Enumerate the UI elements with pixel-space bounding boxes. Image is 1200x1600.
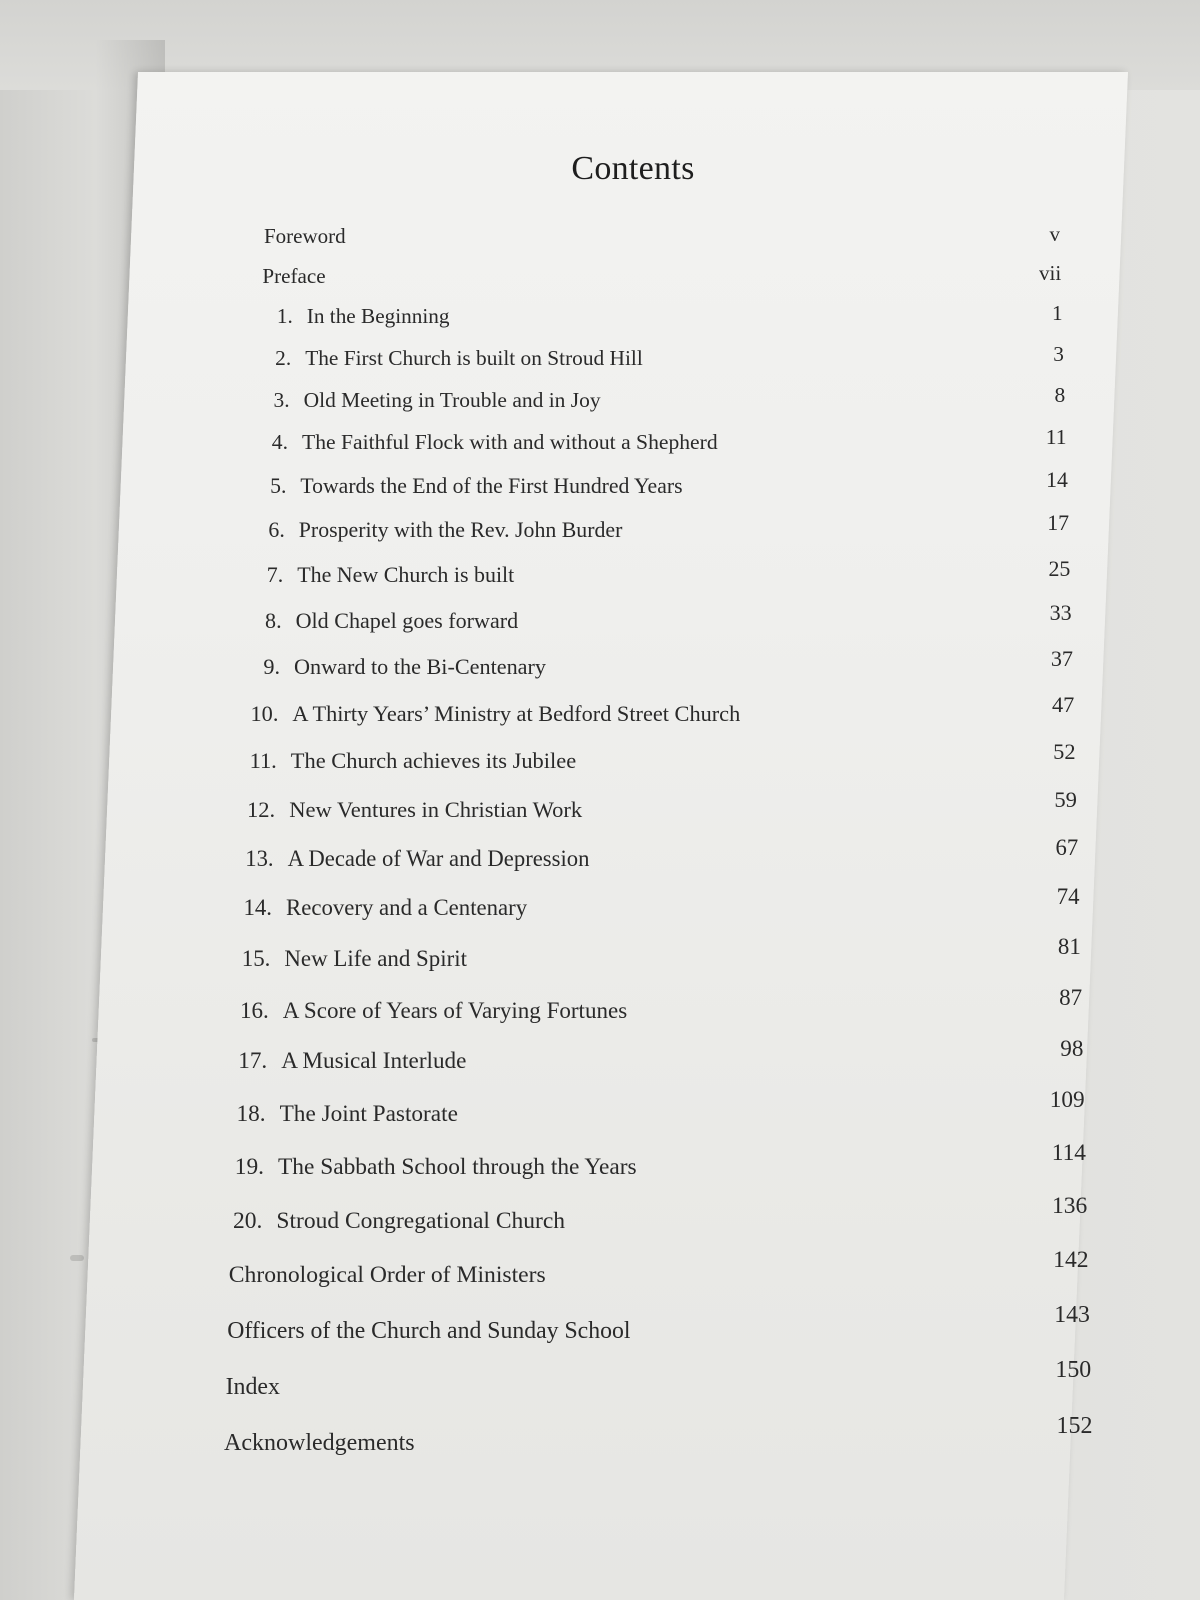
toc-entry — [240, 474, 682, 499]
toc-entry-label: In the Beginning — [306, 304, 450, 329]
toc-page-number: 109 — [1049, 1087, 1085, 1114]
toc-entry — [229, 797, 582, 823]
toc-entry-label: A Musical Interlude — [281, 1048, 467, 1075]
toc-entry-number: 4. — [271, 430, 288, 455]
toc-entry — [245, 346, 643, 371]
toc-entry-label: Recovery and a Centenary — [286, 895, 528, 921]
toc-entry-label: New Ventures in Christian Work — [289, 796, 583, 822]
toc-entry-number: 11. — [249, 748, 277, 774]
toc-entry-number: 3. — [273, 387, 290, 412]
toc-entry-number: 19. — [234, 1154, 264, 1180]
toc-entry-label: Chronological Order of Ministers — [228, 1262, 546, 1289]
toc-page-number: 98 — [1060, 1035, 1084, 1062]
toc-entry — [264, 224, 346, 249]
toc-page-number: 152 — [1056, 1413, 1093, 1440]
toc-entry-label: Index — [225, 1373, 280, 1400]
toc-entry-number: 10. — [250, 700, 279, 726]
toc-entry-label: Foreword — [264, 224, 346, 248]
toc-entry — [216, 1208, 565, 1235]
toc-entry — [262, 264, 325, 289]
toc-entry-label: A Decade of War and Depression — [287, 845, 590, 871]
toc-entry-number: 1. — [276, 304, 293, 329]
toc-entry-number: 20. — [232, 1207, 263, 1234]
toc-entry — [244, 388, 601, 413]
toc-page-number: 3 — [1053, 341, 1064, 366]
toc-page-number: 25 — [1048, 555, 1071, 581]
toc-entry-label: A Score of Years of Varying Fortunes — [282, 996, 628, 1023]
toc-entry — [224, 1430, 415, 1457]
toc-page-number: 67 — [1055, 835, 1079, 861]
book-page — [74, 72, 1128, 1600]
toc-page-number: 114 — [1051, 1140, 1086, 1166]
toc-entry — [242, 430, 718, 455]
toc-entry-number: 16. — [240, 996, 269, 1023]
toc-entry-number: 18. — [236, 1100, 266, 1127]
toc-entry-number: 14. — [243, 895, 272, 921]
toc-entry — [234, 654, 546, 680]
toc-entry-label: A Thirty Years’ Ministry at Bedford Street Church — [292, 700, 741, 726]
toc-entry-number: 8. — [265, 607, 282, 633]
paper-damage-mark — [70, 1255, 84, 1261]
toc-entry — [237, 562, 514, 588]
toc-entry-label: Old Meeting in Trouble and in Joy — [303, 387, 601, 412]
toc-entry-label: New Life and Spirit — [284, 945, 467, 971]
page-title: Contents — [571, 150, 695, 187]
toc-entry — [231, 748, 576, 774]
toc-entry-label: Officers of the Church and Sunday School — [227, 1317, 631, 1344]
toc-entry — [221, 1048, 466, 1075]
toc-entry-label: The Joint Pastorate — [279, 1100, 458, 1127]
toc-entry-number: 13. — [245, 845, 274, 871]
toc-entry-number: 6. — [268, 517, 285, 542]
toc-entry-label: The New Church is built — [297, 562, 515, 588]
toc-page-number: 11 — [1045, 425, 1067, 450]
toc-entry-number: 12. — [247, 796, 276, 822]
toc-entry — [226, 895, 527, 921]
toc-entry-label: Prosperity with the Rev. John Burder — [298, 517, 623, 542]
toc-page-number: 143 — [1054, 1301, 1090, 1328]
toc-entry-number: 17. — [238, 1048, 268, 1075]
toc-entry-label: The Sabbath School through the Years — [278, 1154, 637, 1180]
toc-entry-label: The Church achieves its Jubilee — [290, 748, 577, 774]
toc-entry — [236, 608, 519, 634]
toc-page-number: 81 — [1057, 934, 1081, 959]
toc-page-number: 150 — [1055, 1357, 1092, 1384]
toc-entry-label: Stroud Congregational Church — [276, 1207, 566, 1234]
toc-entry-label: The First Church is built on Stroud Hill — [305, 345, 643, 370]
toc-entry — [227, 1318, 630, 1345]
toc-entry — [223, 997, 627, 1024]
toc-page-number: 33 — [1049, 600, 1072, 626]
toc-page-number: 87 — [1059, 984, 1083, 1011]
toc-page-number: 17 — [1047, 511, 1070, 536]
toc-page-number: v — [1049, 222, 1060, 246]
toc-entry — [239, 518, 623, 543]
toc-entry — [229, 1262, 546, 1289]
toc-page-number: 1 — [1051, 301, 1063, 326]
toc-page-number: vii — [1039, 261, 1062, 286]
toc-entry-number: 7. — [266, 562, 284, 588]
toc-page-number: 136 — [1052, 1193, 1088, 1220]
toc-page-number: 59 — [1054, 786, 1077, 812]
toc-page-number: 74 — [1056, 884, 1080, 910]
toc-entry-number: 9. — [263, 654, 280, 679]
toc-entry — [224, 946, 467, 972]
toc-page-number: 47 — [1051, 692, 1075, 718]
toc-entry — [232, 701, 740, 727]
toc-entry — [218, 1154, 637, 1181]
toc-page-number: 52 — [1053, 739, 1076, 765]
page-content — [138, 72, 1128, 1600]
toc-entry-number: 2. — [275, 345, 292, 370]
toc-entry — [220, 1101, 458, 1128]
toc-page-number: 142 — [1053, 1247, 1089, 1274]
toc-entry — [228, 846, 590, 872]
toc-entry — [247, 304, 450, 329]
toc-page-number: 14 — [1046, 468, 1068, 492]
toc-entry-label: Preface — [262, 263, 326, 288]
toc-page-number: 37 — [1050, 646, 1073, 671]
toc-entry — [226, 1374, 280, 1401]
toc-entry-label: Acknowledgements — [224, 1430, 415, 1457]
toc-entry-label: Onward to the Bi-Centenary — [294, 654, 547, 679]
toc-entry-label: Old Chapel goes forward — [295, 607, 519, 633]
toc-page-number: 8 — [1054, 383, 1066, 408]
toc-entry-number: 15. — [241, 945, 271, 971]
toc-entry-label: Towards the End of the First Hundred Years — [300, 473, 683, 498]
toc-entry-number: 5. — [270, 473, 287, 498]
toc-entry-label: The Faithful Flock with and without a Shepherd — [302, 430, 718, 455]
